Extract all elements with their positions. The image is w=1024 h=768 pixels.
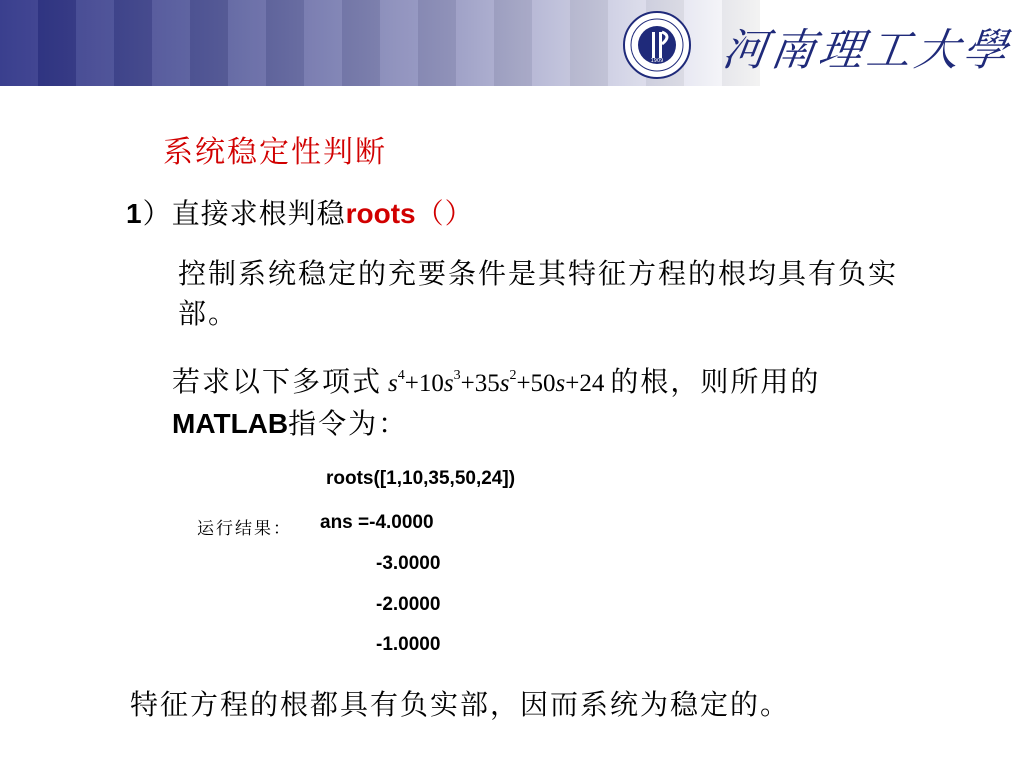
question-suffix: 的根，则所用的	[610, 365, 821, 398]
section-heading-text: 直接求根判稳	[171, 197, 346, 230]
matlab-command: roots([1,10,35,50,24])	[326, 468, 516, 489]
root-value: -3.0000	[376, 553, 441, 574]
question-end: 指令为：	[288, 407, 409, 440]
university-name-logo: 河南理工大學	[719, 25, 1015, 76]
ans-line: ans =-4.0000	[320, 512, 434, 533]
svg-text:1909: 1909	[650, 58, 664, 64]
conclusion-text: 特征方程的根都具有负实部，因而系统为稳定的。	[130, 688, 791, 721]
slide-title: 系统稳定性判断	[163, 135, 387, 170]
section-number: 1	[126, 198, 143, 229]
stability-condition-text: 控制系统稳定的充要条件是其特征方程的根均具有负实部。	[178, 257, 899, 330]
header-banner	[0, 0, 1024, 86]
question-prefix: 若求以下多项式	[172, 365, 383, 398]
root-value: -2.0000	[376, 594, 441, 615]
polynomial-question	[172, 356, 932, 444]
result-label: 运行结果：	[197, 519, 292, 539]
matlab-label: MATLAB	[172, 408, 289, 439]
section-heading	[126, 192, 474, 232]
section-number-paren: ）	[142, 197, 172, 230]
university-emblem-icon	[622, 10, 692, 80]
root-value: -1.0000	[376, 634, 441, 655]
function-name: roots	[345, 198, 416, 229]
polynomial-formula: $s^4+10s^3+35s^2+50s+24$	[388, 368, 605, 397]
function-paren: （）	[415, 197, 474, 230]
